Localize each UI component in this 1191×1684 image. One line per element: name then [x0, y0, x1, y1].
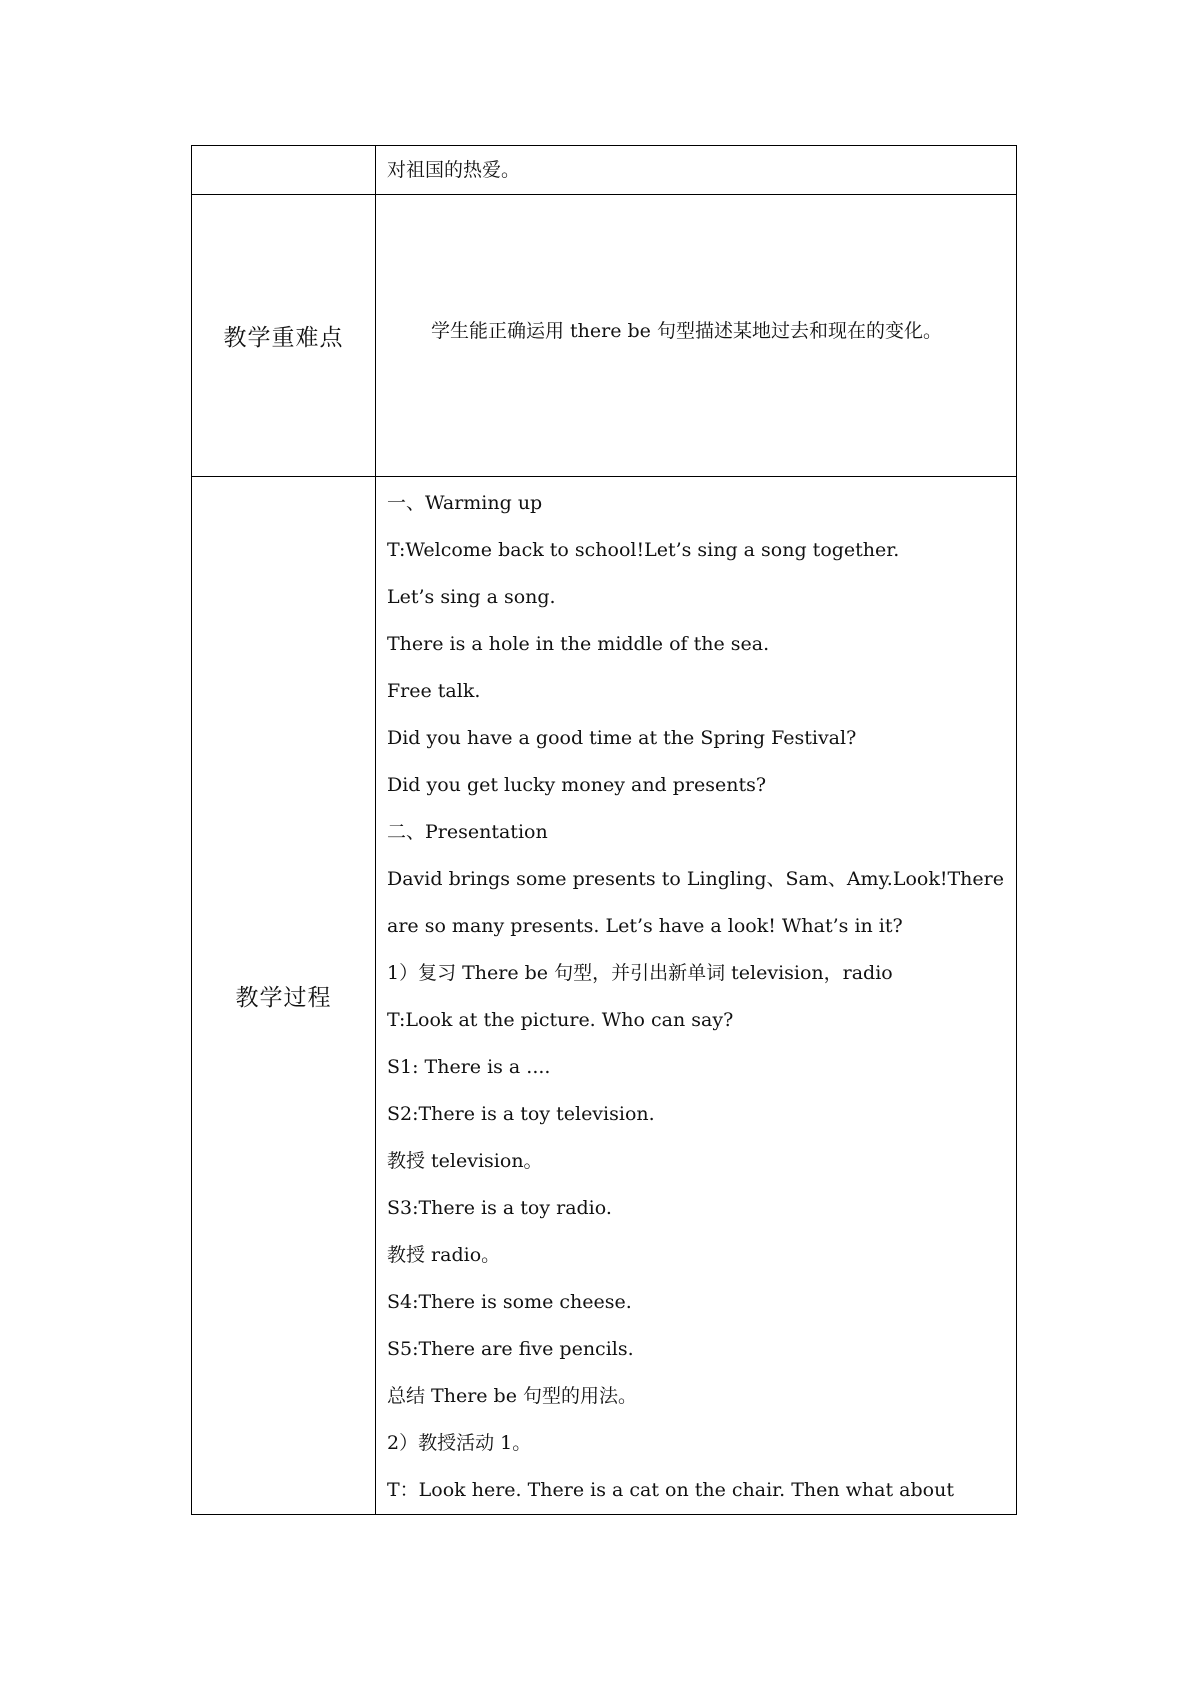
process-lines: [376, 480, 1016, 1514]
content-cell-patriotism: [376, 146, 1017, 195]
process-line: There is a hole in the middle of the sea.: [387, 633, 770, 655]
process-line: 教授 radio。: [387, 1244, 501, 1266]
content-cell-key-points: [376, 195, 1017, 477]
process-line: S2:There is a toy television.: [387, 1103, 655, 1125]
process-line: are so many presents. Let’s have a look! What’s in it?: [387, 915, 903, 937]
process-line: 一、Warming up: [387, 492, 543, 514]
row-label-key-points: 教学重难点: [192, 195, 376, 477]
process-line: 2）教授活动 1。: [387, 1432, 532, 1454]
process-line: T:Look at the picture. Who can say?: [387, 1009, 734, 1031]
table-row-key-points: [192, 195, 1017, 477]
process-line: 教授 television。: [387, 1150, 543, 1172]
process-line: S5:There are five pencils.: [387, 1338, 634, 1360]
process-line: S1: There is a ....: [387, 1056, 551, 1078]
content-cell-teaching-process: [376, 477, 1017, 1515]
lesson-plan-table: [191, 145, 1017, 1515]
patriotism-text: 对祖国的热爱。: [387, 159, 521, 181]
table-row-patriotism: [192, 146, 1017, 195]
process-line: David brings some presents to Lingling、Sam、Amy.Look!There: [387, 868, 1004, 890]
process-line: Did you have a good time at the Spring Festival?: [387, 727, 857, 749]
process-line: 1）复习 There be 句型，并引出新单词 television，radio: [387, 962, 893, 984]
process-line: T:Welcome back to school!Let’s sing a song together.: [387, 539, 900, 561]
process-line: T：Look here. There is a cat on the chair. Then what about: [387, 1479, 954, 1501]
process-line: Free talk.: [387, 680, 481, 702]
process-line: 总结 There be 句型的用法。: [387, 1385, 638, 1407]
process-line: Let’s sing a song.: [387, 586, 556, 608]
key-points-text: 学生能正确运用 there be 句型描述某地过去和现在的变化。: [431, 320, 942, 342]
row-label-teaching-process: 教学过程: [192, 477, 376, 1515]
process-line: 二、Presentation: [387, 821, 548, 843]
row-label-empty: [192, 146, 376, 195]
table-row-teaching-process: [192, 477, 1017, 1515]
process-line: S3:There is a toy radio.: [387, 1197, 612, 1219]
process-line: Did you get lucky money and presents?: [387, 774, 767, 796]
process-line: S4:There is some cheese.: [387, 1291, 632, 1313]
